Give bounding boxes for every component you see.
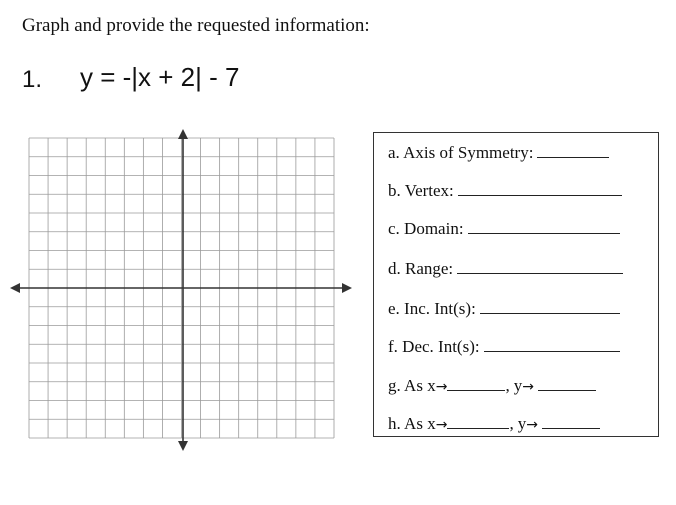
vertex-label: b. Vertex: (388, 181, 454, 200)
range-row (388, 259, 623, 279)
dec-intervals-label: f. Dec. Int(s): (388, 337, 480, 356)
end-behavior-g-x-blank[interactable] (447, 389, 505, 391)
end-behavior-g-label: g. As x (388, 376, 436, 395)
problem-number: 1. (22, 66, 43, 93)
inc-intervals-blank[interactable] (480, 312, 620, 314)
end-behavior-h-y-label: y (517, 414, 527, 433)
end-behavior-g-y-label: y (513, 376, 523, 395)
vertex-blank[interactable] (458, 194, 622, 196)
dec-intervals-row (388, 337, 620, 357)
arrow-icon: → (435, 379, 448, 395)
range-blank[interactable] (457, 272, 623, 274)
end-behavior-g-row (388, 376, 596, 396)
axis-of-symmetry-blank[interactable] (537, 156, 609, 158)
comma-separator: , (509, 414, 514, 433)
dec-intervals-blank[interactable] (484, 350, 620, 352)
end-behavior-h-x-blank[interactable] (447, 427, 509, 429)
arrow-icon: → (526, 417, 538, 433)
end-behavior-h-label: h. As x (388, 414, 436, 433)
arrow-icon: → (522, 379, 534, 395)
domain-label: c. Domain: (388, 219, 464, 238)
end-behavior-h-row (388, 414, 600, 434)
vertex-row (388, 181, 622, 201)
x-axis-left-arrow (10, 283, 20, 293)
axis-of-symmetry-row (388, 143, 609, 163)
y-axis-bottom-arrow (178, 441, 188, 451)
inc-intervals-row (388, 299, 620, 319)
axes (10, 129, 352, 451)
equation: y = -|x + 2| - 7 (80, 62, 240, 92)
info-box (373, 132, 659, 437)
inc-intervals-label: e. Inc. Int(s): (388, 299, 476, 318)
domain-row (388, 219, 620, 239)
coordinate-grid[interactable] (0, 125, 360, 455)
arrow-icon: → (435, 417, 448, 433)
end-behavior-g-y-blank[interactable] (538, 389, 596, 391)
comma-separator: , (505, 376, 510, 395)
domain-blank[interactable] (468, 232, 620, 234)
instruction-text: Graph and provide the requested information: (22, 15, 370, 36)
y-axis-top-arrow (178, 129, 188, 139)
axis-of-symmetry-label: a. Axis of Symmetry: (388, 143, 534, 162)
end-behavior-h-y-blank[interactable] (542, 427, 600, 429)
range-label: d. Range: (388, 259, 454, 278)
x-axis-right-arrow (342, 283, 352, 293)
